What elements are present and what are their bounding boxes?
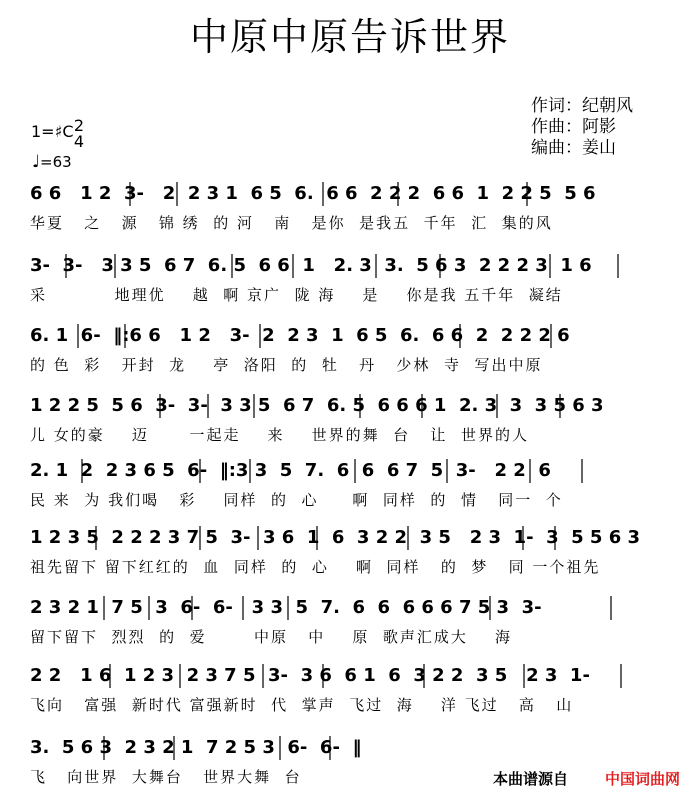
numbered-notes: 2 3 2 1 7 5 3 6- 6- 3 3 5 7. 6 6 6 6 6 7 5 3 3- <box>30 597 542 618</box>
lyrics-line: 民 来 为 我们喝 彩 同样 的 心 啊 同样 的 情 同一 个 <box>30 491 563 509</box>
score-row <box>0 455 700 515</box>
notation-line <box>30 592 670 626</box>
lyrics-line: 的 色 彩 开封 龙 亭 洛阳 的 牡 丹 少林 寺 写出中原 <box>30 356 543 374</box>
numbered-notes: 2 2 1 6 1 2 3 2 3 7 5 3- 3 6 6 1 6 3 2 2 3 5 2 3 1- <box>30 665 590 686</box>
notation-line <box>30 522 670 556</box>
score-row <box>0 178 700 238</box>
score-row <box>0 522 700 582</box>
tempo-marking <box>32 152 72 172</box>
lyrics-line: 采 地理优 越 啊 京广 陇 海 是 你是我 五千年 凝结 <box>30 286 563 304</box>
numbered-notes: 1 2 3 5 2 2 2 3 7 5 3- 3 6 1 6 3 2 2 3 5 2 3 1- 3 5 5 6 3 <box>30 527 641 548</box>
notation-line <box>30 320 670 354</box>
numbered-notes: 3. 5 6 3 2 3 2 1 7 2 5 3 6- 6- ‖ <box>30 737 362 758</box>
score-row <box>0 732 700 792</box>
meter-bottom: 4 <box>73 132 85 151</box>
score-row <box>0 592 700 652</box>
source-label: 本曲谱源自 <box>493 770 569 788</box>
notation-line <box>30 660 670 694</box>
lyrics-line: 飞 向世界 大舞台 世界大舞 台 <box>30 768 302 786</box>
score-row <box>0 390 700 450</box>
notation-line <box>30 390 670 424</box>
site-name: 中国词曲网 <box>605 770 681 788</box>
numbered-notes: 6 6 1 2 3- 2 2 3 1 6 5 6. 6 6 2 2 2 6 6 1 2 2 5 5 6 <box>30 183 596 204</box>
lyrics-line: 祖先留下 留下红红的 血 同样 的 心 啊 同样 的 梦 同 一个祖先 <box>30 558 601 576</box>
numbered-notes: 2. 1 2 2 3 6 5 6- ‖:3 3 5 7. 6 6 6 7 5 3- 2 2 6 <box>30 460 551 481</box>
notation-line <box>30 455 670 489</box>
notation-line <box>30 178 670 212</box>
lyrics-line: 飞向 富强 新时代 富强新时 代 掌声 飞过 海 洋 飞过 高 山 <box>30 696 574 714</box>
notation-line <box>30 732 670 766</box>
score-row <box>0 250 700 310</box>
arranger: 编曲：姜山 <box>531 138 616 158</box>
meter-top: 2 <box>73 116 85 135</box>
song-title: 中原中原告诉世界 <box>189 15 510 59</box>
lyrics-line: 留下留下 烈烈 的 爱 中原 中 原 歌声汇成大 海 <box>30 628 512 646</box>
score-row <box>0 320 700 380</box>
lyricist: 作词：纪朝风 <box>531 96 633 116</box>
time-signature <box>72 118 86 150</box>
lyrics-line: 儿 女的豪 迈 一起走 来 世界的舞 台 让 世界的人 <box>30 426 529 444</box>
numbered-notes: 3- 3- 3 3 5 6 7 6. 5 6 6 1 2. 3 3. 5 6 3 2 2 2 3 1 6 <box>30 255 592 276</box>
numbered-notes: 6. 1 6- ‖:6 6 1 2 3- 2 2 3 1 6 5 6. 6 6 2 2 2 2 6 <box>30 325 570 346</box>
key-signature: 1=♯C <box>31 122 74 141</box>
quarter-note-icon: ♩ <box>32 152 41 172</box>
notation-line <box>30 250 670 284</box>
score-row <box>0 660 700 720</box>
numbered-notes: 1 2 2 5 5 6 3- 3- 3 3 5 6 7 6. 5 6 6 6 1 2. 3 3 3 5 6 3 <box>30 395 604 416</box>
credits <box>531 96 633 159</box>
tempo-value: =63 <box>40 153 72 171</box>
composer: 作曲：阿影 <box>531 117 616 137</box>
lyrics-line: 华夏 之 源 锦 绣 的 河 南 是你 是我五 千年 汇 集的风 <box>30 214 553 232</box>
